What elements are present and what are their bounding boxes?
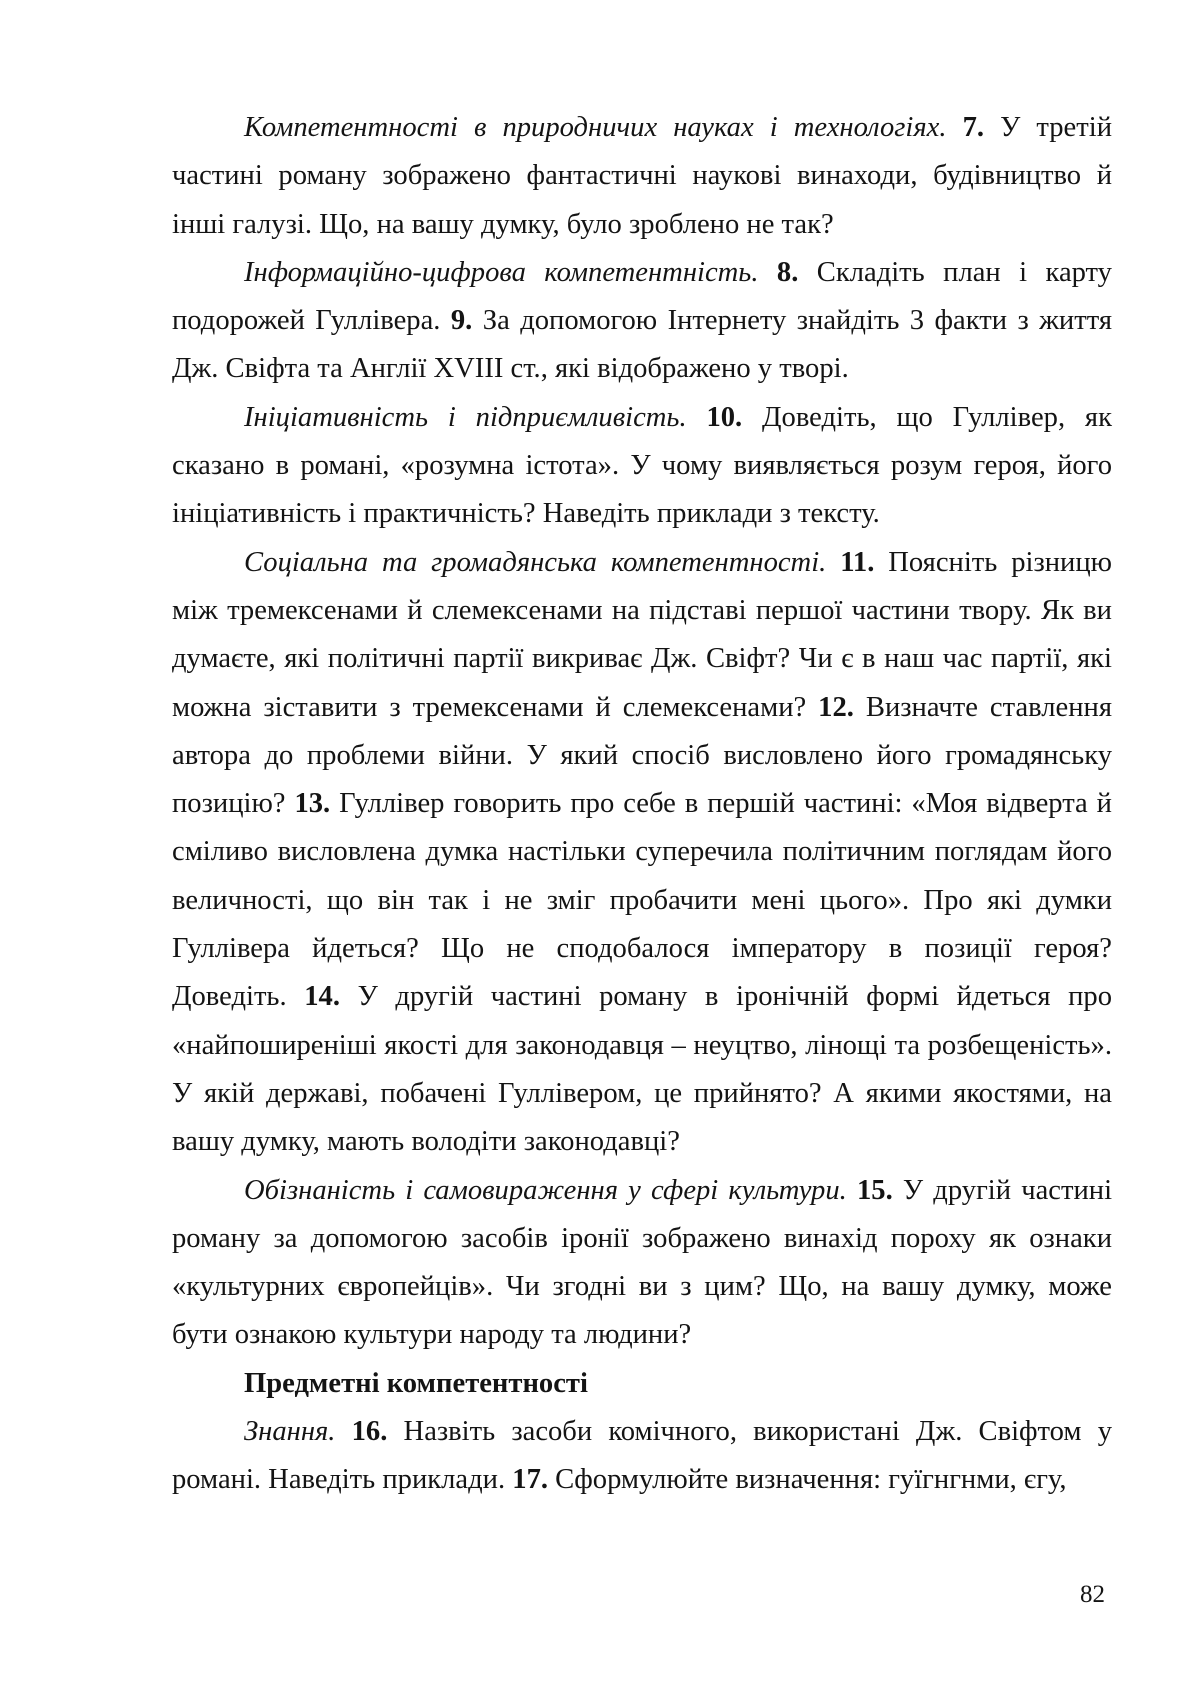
page-number: 82 — [1080, 1581, 1105, 1608]
paragraph-digital-competence — [172, 249, 1112, 394]
question-number: 13. — [294, 788, 331, 820]
paragraph-lead: Соціальна та громадянська компетентності. — [244, 546, 827, 578]
paragraph-cultural-awareness — [172, 1167, 1112, 1360]
question-text: Складіть план і карту подорожей Гуллівера. — [172, 256, 1112, 337]
question-text: Поясніть різницю між тремексенами й слемексенами на підставі першої частини твору. Як ви думаєте, які політичні партії викриває Дж. Свіфт? Чи є в наш час партії, які можна зіставити з тремексенами й слемексенами? — [172, 546, 1113, 723]
paragraph-lead: Знання. — [244, 1416, 336, 1448]
question-number: 9. — [450, 305, 473, 337]
question-number: 16. — [351, 1416, 388, 1448]
question-number: 8. — [776, 256, 799, 288]
paragraph-knowledge — [172, 1408, 1112, 1505]
question-number: 17. — [512, 1464, 549, 1496]
question-text: У другій частині роману в іронічній формі йдеться про «найпоширеніші якості для законодавця – неуцтво, лінощі та розбещеність». У якій державі, побачені Гуллівером, це прийнято? А якими якостями, на вашу думку, мають володіти законодавці? — [172, 981, 1113, 1158]
paragraph-lead: Ініціативність і підприємливість. — [244, 401, 687, 433]
question-number: 7. — [962, 112, 985, 143]
question-text: За допомогою Інтернету знайдіть 3 факти з життя Дж. Свіфта та Англії XVIII ст., які відображено у творі. — [172, 305, 1113, 385]
question-text: Доведіть, що Гуллівер, як сказано в романі, «розумна істота». У чому виявляється розум героя, його ініціативність і практичність? Наведіть приклади з тексту. — [172, 401, 1112, 530]
question-text: У третій частині роману зображено фантастичні наукові винаходи, будівництво й інші галузі. Що, на вашу думку, було зроблено не так? — [172, 112, 1112, 240]
question-text: Назвіть засоби комічного, використані Дж. Свіфтом у романі. Наведіть приклади. — [172, 1416, 1112, 1496]
question-text: У другій частині роману за допомогою засобів іронії зображено винахід пороху як ознаки «культурних європейців». Чи згодні ви з цим? Що, на вашу думку, може бути ознакою культури народу та людини? — [172, 1174, 1113, 1351]
paragraph-natural-sciences — [172, 104, 1112, 249]
question-text: Гуллівер говорить про себе в першій частині: «Моя відверта й сміливо висловлена думка настільки суперечила політичним поглядам його величності, що він так і не зміг пробачити мені цього». Про які думки Гуллівера йдеться? Що не сподобалося імператору в позиції героя? Доведіть. — [172, 788, 1112, 1013]
question-number: 12. — [818, 691, 854, 723]
question-number: 14. — [304, 981, 340, 1013]
question-number: 11. — [840, 546, 875, 578]
paragraph-lead: Компетентності в природничих науках і технологіях. — [244, 112, 947, 143]
question-text: Визначте ставлення автора до проблеми війни. У який спосіб висловлено його громадянську позицію? — [172, 691, 1112, 820]
section-heading: Предметні компетентності — [244, 1367, 588, 1399]
paragraph-initiative — [172, 394, 1112, 539]
document-page — [172, 104, 1112, 1505]
question-text: Сформулюйте визначення: гуїгнгнми, єгу, — [555, 1464, 1067, 1496]
paragraph-lead: Інформаційно-цифрова компетентність. — [244, 256, 759, 288]
question-number: 10. — [706, 401, 743, 433]
paragraph-civic-competence — [172, 539, 1112, 1167]
paragraph-lead: Обізнаність і самовираження у сфері культури. — [244, 1174, 847, 1206]
question-number: 15. — [856, 1174, 893, 1206]
